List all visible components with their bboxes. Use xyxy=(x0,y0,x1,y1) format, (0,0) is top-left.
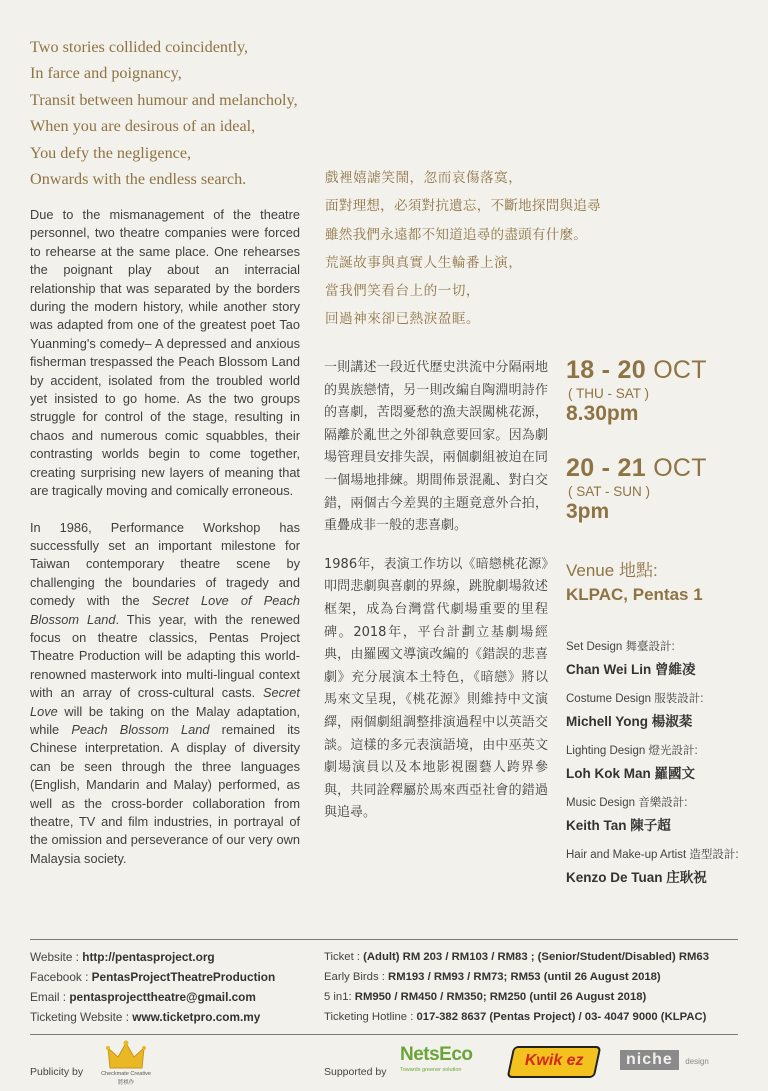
poem-line: You defy the negligence, xyxy=(30,143,192,162)
credit-hair-makeup: Hair and Make-up Artist 造型設計: Kenzo De Tuan 庄耿祝 xyxy=(566,849,739,885)
ticketing-hotline: Ticketing Hotline : 017-382 8637 (Pentas Project) / 03- 4047 9000 (KLPAC) xyxy=(324,1011,707,1023)
credit-music-design: Music Design 音樂設計: Keith Tan 陳子超 xyxy=(566,797,688,833)
synopsis-paragraph: 1986年，表演工作坊以《暗戀桃花源》叩問悲劇與喜劇的界線，跳脫劇場敘述框架，成為台灣當代劇場重要的里程碑。2018年，平台計劃立基劇場經典，由羅國文導演改編的《錯誤的悲喜劇》充分展演本土特色，《暗戀》將以馬來文呈現，《桃花源》則維持中文演繹，兩個劇組調整排演過程中以英語交談。這樣的多元表演語境，由中巫英文劇場演員以及本地影視圈藝人跨界參與，共同詮釋屬於馬來西亞社會的錯過與追尋。 xyxy=(324,556,548,821)
kwikez-logo: Kwik ez xyxy=(507,1046,602,1078)
bundle-price: 5 in1: RM950 / RM450 / RM350; RM250 (until 26 August 2018) xyxy=(324,991,647,1003)
show-time: 8.30pm xyxy=(566,402,639,425)
english-synopsis xyxy=(30,206,300,868)
work-title: Secret Love xyxy=(30,685,300,719)
contact-facebook: Facebook : PentasProjectTheatreProduction xyxy=(30,970,276,984)
crown-icon xyxy=(104,1040,148,1072)
sponsor-logos xyxy=(30,1040,738,1084)
poem-line: Two stories collided coincidently, xyxy=(30,38,249,56)
synopsis-paragraph: Due to the mismanagement of the theatre personnel, two theatre companies were forced to rehearse at the same place. One rehearses the poignant play about an interracial relationship that was separated by the borders during the modern history, while another story was adapted from one of the greatest poet Tao Yuanming's comedy– A depressed and anxious fisherman trespassed the Peach Blossom Land by accident, isolated from the troubled world yet insisted to go home. As the two groups struggle for control of the stage, resulting in chaos and numerous comic squabbles, their contrasting worlds begin to come together, creating surprising new layers of meaning that are tragically moving and comically erroneous. xyxy=(30,207,300,499)
work-title: Secret Love of Peach Blossom Land xyxy=(30,593,300,627)
contact-email: Email : pentasprojecttheatre@gmail.com xyxy=(30,990,256,1004)
date-range: 20 - 21 OCT xyxy=(566,454,707,482)
divider xyxy=(30,1034,738,1035)
poem-line: 戲裡嬉謔笑鬧，忽而哀傷落寞， xyxy=(325,170,523,186)
poem-line: Transit between humour and melancholy, xyxy=(30,90,298,109)
credit-lighting-design: Lighting Design 燈光設計: Loh Kok Man 羅國文 xyxy=(566,745,698,781)
poem-line: Onwards with the endless search. xyxy=(30,170,247,189)
poem-line: 面對理想，必須對抗遺忘，不斷地探問與追尋 xyxy=(325,198,601,215)
divider xyxy=(30,939,738,940)
poem-line: 雖然我們永遠都不知道追尋的盡頭有什麼。 xyxy=(325,226,588,243)
contact-website: Website : http://pentasproject.org xyxy=(30,950,215,964)
show-time: 3pm xyxy=(566,500,610,523)
facebook-link[interactable]: PentasProjectTheatreProduction xyxy=(91,970,276,984)
website-link[interactable]: http://pentasproject.org xyxy=(82,950,215,964)
checkmate-creative-logo: Checkmate Creative 將棋作 xyxy=(104,1040,148,1084)
niche-logo: niche design xyxy=(620,1050,738,1078)
chinese-synopsis xyxy=(324,357,548,825)
poem-line: 回過神來卻已熱淚盈眶。 xyxy=(325,311,481,328)
weekday-range: ( THU - SAT ) xyxy=(568,386,649,401)
showtime-block xyxy=(566,454,756,524)
email-link[interactable]: pentasprojecttheatre@gmail.com xyxy=(69,990,256,1004)
publicity-label: Publicity by xyxy=(30,1066,84,1078)
supported-label: Supported by xyxy=(324,1066,387,1078)
synopsis-paragraph: 一則講述一段近代歷史洪流中分隔兩地的異族戀情，另一則改編自陶淵明詩作的喜劇，苦悶憂愁的漁夫誤闖桃花源，隔離於亂世之外卻執意要回家。因為劇場管理員安排失誤，兩個劇組被迫在同一個場地排練。期間佈景混亂、對白交錯，兩個古今差異的主題竟意外合拍，重疊成非一般的悲喜劇。 xyxy=(324,360,548,534)
poem-line: When you are desirous of an ideal, xyxy=(30,117,256,136)
synopsis-paragraph: In 1986, Performance Workshop has successfully set an important milestone for Taiwan contemporary theatre scene by challenging the boundaries of tragedy and comedy with the Secret Love of Peach Blossom Land. This year, with the renewed focus on theatre classics, Pentas Project Theatre Production will be adapting this world-renowned masterwork into multi-lingual context with an array of cross-cultural casts. Secret Love will be taking on the Malay adaptation, while Peach Blossom Land remained its Chinese interpretation. A display of diversity can be seen through the three languages (English, Mandarin and Malay) performed, as well as the cross-border collaboration from theatre, TV and film industries, in portrayal of the omission and perseverance of our very own Malaysia society. xyxy=(30,519,301,866)
poem-line: 荒誕故事與真實人生輪番上演， xyxy=(325,254,523,271)
poem-line: 當我們笑看台上的一切， xyxy=(325,283,481,300)
english-poem xyxy=(30,34,330,192)
work-title: Peach Blossom Land xyxy=(71,721,210,737)
ticket-info xyxy=(324,947,709,1027)
ticket-price: Ticket : (Adult) RM 203 / RM103 / RM83 ; (Senior/Student/Disabled) RM63 xyxy=(324,951,709,963)
venue-block xyxy=(566,556,756,605)
credit-set-design: Set Design 舞臺設計: Chan Wei Lin 曾維凌 xyxy=(566,641,696,677)
poem-line: In farce and poignancy, xyxy=(30,64,182,83)
venue-label: Venue 地點: xyxy=(566,561,658,580)
chinese-poem xyxy=(325,164,725,334)
ticketing-link[interactable]: www.ticketpro.com.my xyxy=(132,1010,261,1024)
showtime-block xyxy=(566,356,756,426)
contact-ticketing-website: Ticketing Website : www.ticketpro.com.my xyxy=(30,1010,261,1024)
contact-info xyxy=(30,947,275,1027)
weekday-range: ( SAT - SUN ) xyxy=(568,484,651,499)
date-range: 18 - 20 OCT xyxy=(566,356,707,384)
early-bird-price: Early Birds : RM193 / RM93 / RM73; RM53 (until 26 August 2018) xyxy=(324,971,661,983)
credit-costume-design: Costume Design 服裝設計: Michell Yong 楊淑棻 xyxy=(566,693,704,729)
venue-value: KLPAC, Pentas 1 xyxy=(566,585,703,604)
netseco-logo: NetsEco Towards greener solution xyxy=(400,1044,473,1073)
